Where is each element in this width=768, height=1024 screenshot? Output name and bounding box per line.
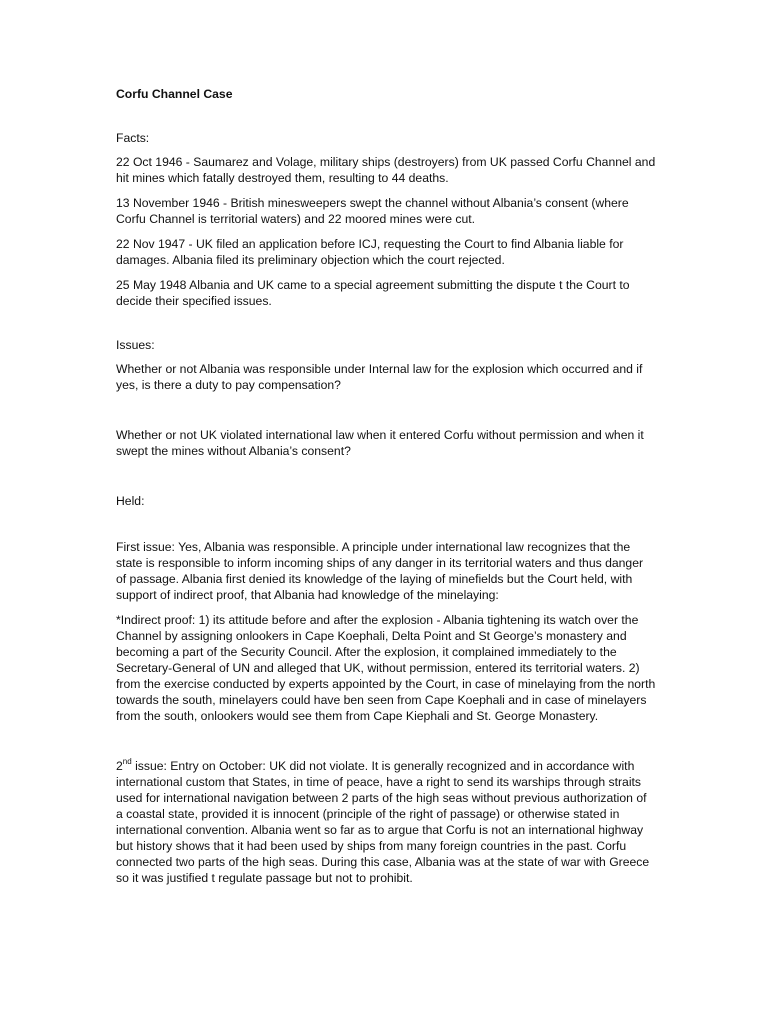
issue-paragraph: Whether or not UK violated international law when it entered Corfu without permission and when it swept the mines without Albania’s consent? (116, 428, 644, 458)
held-heading: Held: (116, 494, 145, 508)
document-title: Corfu Channel Case (116, 87, 233, 101)
issue-paragraph: Whether or not Albania was responsible under Internal law for the explosion which occurred and if yes, is there a duty to pay compensation? (116, 362, 643, 392)
second-issue-paragraph (116, 758, 656, 886)
fact-paragraph: 22 Nov 1947 - UK filed an application before ICJ, requesting the Court to find Albania liable for damages. Albania filed its preliminary objection which the court rejected. (116, 237, 624, 267)
fact-paragraph: 13 November 1946 - British minesweepers swept the channel without Albania’s consent (where Corfu Channel is territorial waters) and 22 moored mines were cut. (116, 196, 629, 226)
second-issue-ordinal-suffix: nd (122, 756, 132, 766)
held-paragraph: First issue: Yes, Albania was responsible. A principle under international law recognizes that the state is responsible to inform incoming ships of any danger in its territorial waters and thus danger of passage. Albania first denied its knowledge of the laying of minefields but the Court held, with support of indirect proof, that Albania had knowledge of the minelaying: (116, 540, 644, 602)
fact-paragraph: 25 May 1948 Albania and UK came to a special agreement submitting the dispute t the Court to decide their specified issues. (116, 278, 630, 308)
second-issue-text: issue: Entry on October: UK did not violate. It is generally recognized and in accordance with international custom that States, in time of peace, have a right to send its warships through straits used for international navigation between 2 parts of the high seas without previous authorization of a coastal state, provided it is innocent (principle of the right of passage) or otherwise stated in international convention. Albania went so far as to argue that Corfu is not an international highway but history shows that it had been used by ships from many foreign countries in the past. Corfu connected two parts of the high seas. During this case, Albania was at the state of war with Greece so it was justified t regulate passage but not to prohibit. (116, 759, 650, 885)
issues-heading: Issues: (116, 338, 155, 352)
held-paragraph: *Indirect proof: 1) its attitude before and after the explosion - Albania tightening its watch over the Channel by assigning onlookers in Cape Koephali, Delta Point and St George’s monastery and becoming a part of the Security Council. After the explosion, it complained immediately to the Secretary-General of UN and alleged that UK, without permission, entered its territorial waters. 2) from the exercise conducted by experts appointed by the Court, in case of minelaying from the north towards the south, minelayers could have ben seen from Cape Koephali and in case of minelayers from the south, onlookers would see them from Cape Kiephali and St. George Monastery. (116, 613, 656, 723)
second-issue-number: 2 (116, 759, 123, 773)
document-body (116, 86, 656, 895)
facts-heading: Facts: (116, 131, 150, 145)
fact-paragraph: 22 Oct 1946 - Saumarez and Volage, military ships (destroyers) from UK passed Corfu Channel and hit mines which fatally destroyed them, resulting to 44 deaths. (116, 155, 656, 185)
